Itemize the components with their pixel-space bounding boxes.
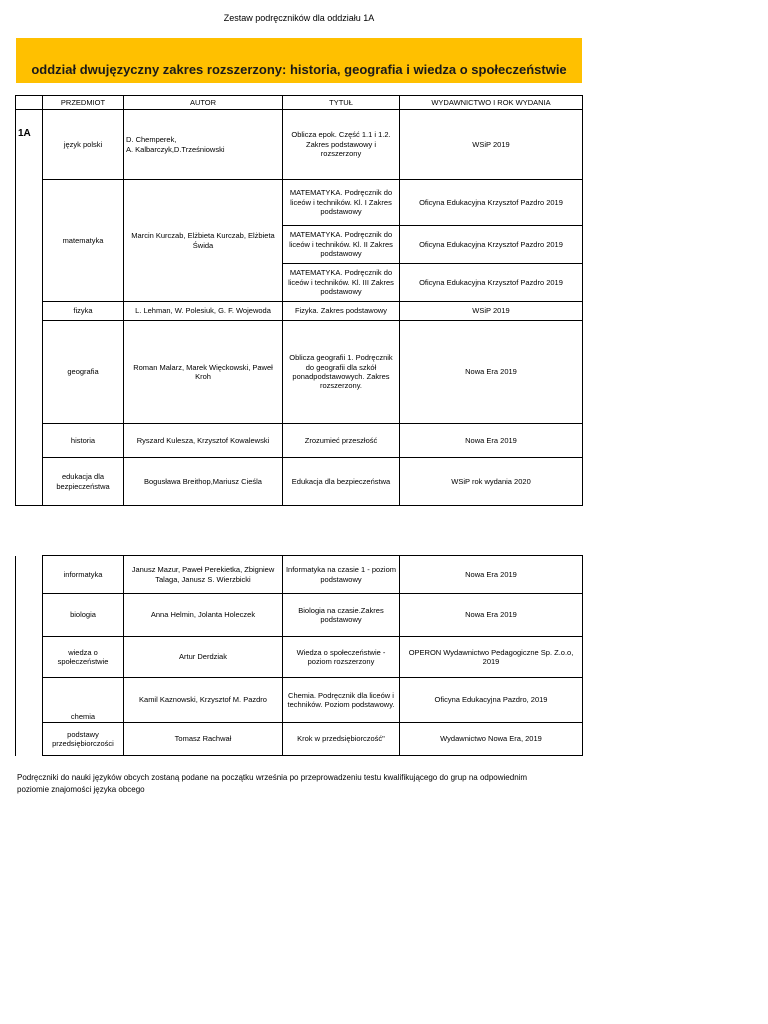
header-title: TYTUŁ <box>283 96 400 110</box>
publisher-cell: Oficyna Edukacyjna Krzysztof Pazdro 2019 <box>400 264 583 302</box>
banner-title: oddział dwujęzyczny zakres rozszerzony: historia, geografia i wiedza o społeczeństwie <box>31 62 567 77</box>
title-cell: Fizyka. Zakres podstawowy <box>283 302 400 321</box>
publisher-cell: Oficyna Edukacyjna Krzysztof Pazdro 2019 <box>400 180 583 226</box>
class-label: 1A <box>16 110 43 506</box>
publisher-cell: WSiP rok wydania 2020 <box>400 458 583 506</box>
header-subject: PRZEDMIOT <box>43 96 124 110</box>
author-cell: Ryszard Kulesza, Krzysztof Kowalewski <box>124 424 283 458</box>
title-cell: Wiedza o społeczeństwie - poziom rozszerzony <box>283 637 400 678</box>
table-row <box>16 321 583 424</box>
class-column-spacer <box>16 556 43 756</box>
title-cell: Edukacja dla bezpieczeństwa <box>283 458 400 506</box>
table-row <box>16 723 583 756</box>
publisher-cell: Nowa Era 2019 <box>400 424 583 458</box>
title-cell: Oblicza epok. Część 1.1 i 1.2. Zakres podstawowy i rozszerzony <box>283 110 400 180</box>
subject-cell: podstawy przedsiębiorczości <box>43 723 124 756</box>
table-row <box>16 594 583 637</box>
table-row <box>16 458 583 506</box>
subject-cell: fizyka <box>43 302 124 321</box>
subject-cell: edukacja dla bezpieczeństwa <box>43 458 124 506</box>
publisher-cell: Oficyna Edukacyjna Krzysztof Pazdro 2019 <box>400 226 583 264</box>
subject-cell: informatyka <box>43 556 124 594</box>
publisher-cell: Nowa Era 2019 <box>400 556 583 594</box>
textbook-table-2 <box>15 555 583 756</box>
title-cell: MATEMATYKA. Podręcznik do liceów i techników. Kl. III Zakres podstawowy <box>283 264 400 302</box>
author-cell: Bogusława Breithop,Mariusz Cieśla <box>124 458 283 506</box>
document-title: Zestaw podręczników dla oddziału 1A <box>223 13 375 23</box>
subject-cell: geografia <box>43 321 124 424</box>
table-row <box>16 678 583 723</box>
table-row <box>16 637 583 678</box>
title-cell: Zrozumieć przeszłość <box>283 424 400 458</box>
publisher-cell: Oficyna Edukacyjna Pazdro, 2019 <box>400 678 583 723</box>
header-publisher: WYDAWNICTWO I ROK WYDANIA <box>400 96 583 110</box>
header-blank <box>16 96 43 110</box>
author-cell: Marcin Kurczab, Elżbieta Kurczab, Elżbieta Świda <box>124 180 283 302</box>
subject-cell: język polski <box>43 110 124 180</box>
author-cell: Janusz Mazur, Paweł Perekietka, Zbigniew Talaga, Janusz S. Wierzbicki <box>124 556 283 594</box>
author-cell: Artur Derdziak <box>124 637 283 678</box>
publisher-cell: Wydawnictwo Nowa Era, 2019 <box>400 723 583 756</box>
subject-cell: chemia <box>43 678 124 723</box>
subject-cell: historia <box>43 424 124 458</box>
title-cell: Chemia. Podręcznik dla liceów i techników. Poziom podstawowy. <box>283 678 400 723</box>
title-cell: MATEMATYKA. Podręcznik do liceów i techników. Kl. I Zakres podstawowy <box>283 180 400 226</box>
publisher-cell: Nowa Era 2019 <box>400 594 583 637</box>
author-cell: D. Chemperek, A. Kalbarczyk,D.Trześniowski <box>124 110 283 180</box>
title-cell: Krok w przedsiębiorczość" <box>283 723 400 756</box>
table-row <box>16 180 583 226</box>
class-profile-banner <box>16 38 582 83</box>
footer-note: Podręczniki do nauki języków obcych zostaną podane na początku września po przeprowadzeniu testu kwalifikującego do grup na odpowiednim poziomie znajomości języka obcego <box>17 773 528 794</box>
table-row <box>16 424 583 458</box>
table-header-row <box>16 96 583 110</box>
author-cell: Anna Helmin, Jolanta Holeczek <box>124 594 283 637</box>
subject-cell: matematyka <box>43 180 124 302</box>
textbook-table-1 <box>15 95 583 506</box>
title-cell: MATEMATYKA. Podręcznik do liceów i techników. Kl. II Zakres podstawowy <box>283 226 400 264</box>
subject-cell: wiedza o społeczeństwie <box>43 637 124 678</box>
table-row <box>16 556 583 594</box>
publisher-cell: WSiP 2019 <box>400 110 583 180</box>
title-cell: Oblicza geografii 1. Podręcznik do geografii dla szkół ponadpodstawowych. Zakres rozszerzony. <box>283 321 400 424</box>
header-author: AUTOR <box>124 96 283 110</box>
publisher-cell: OPERON Wydawnictwo Pedagogiczne Sp. Z.o.o, 2019 <box>400 637 583 678</box>
table-row <box>16 110 583 180</box>
author-cell: Tomasz Rachwał <box>124 723 283 756</box>
publisher-cell: Nowa Era 2019 <box>400 321 583 424</box>
subject-cell: biologia <box>43 594 124 637</box>
title-cell: Biologia na czasie.Zakres podstawowy <box>283 594 400 637</box>
author-cell: Kamil Kaznowski, Krzysztof M. Pazdro <box>124 678 283 723</box>
title-cell: Informatyka na czasie 1 - poziom podstawowy <box>283 556 400 594</box>
table-row <box>16 302 583 321</box>
publisher-cell: WSiP 2019 <box>400 302 583 321</box>
author-cell: L. Lehman, W. Polesiuk, G. F. Wojewoda <box>124 302 283 321</box>
author-cell: Roman Malarz, Marek Więckowski, Paweł Kroh <box>124 321 283 424</box>
